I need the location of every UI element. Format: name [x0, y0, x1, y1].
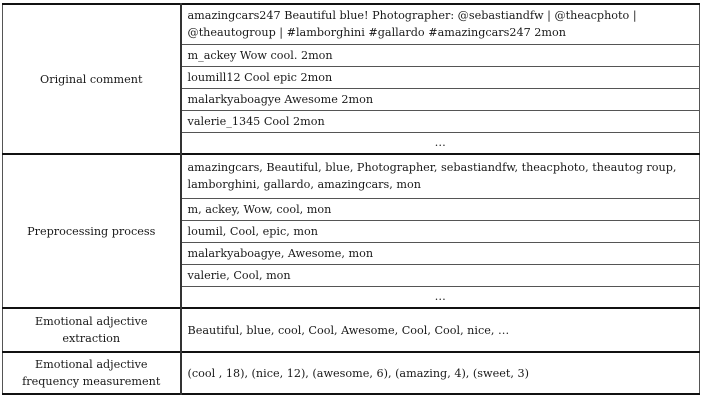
preprocessing-cell: valerie, Cool, mon — [181, 264, 700, 286]
original-comment-cell: m_ackey Wow cool. 2mon — [181, 44, 700, 66]
original-comment-cell: valerie_1345 Cool 2mon — [181, 110, 700, 132]
preprocessing-ellipsis: … — [181, 286, 700, 308]
table-row — [3, 352, 700, 394]
original-comment-cell: loumill12 Cool epic 2mon — [181, 66, 700, 88]
original-comment-cell: malarkyaboagye Awesome 2mon — [181, 88, 700, 110]
extraction-label: Emotional adjective extraction — [3, 308, 181, 352]
frequency-label: Emotional adjective frequency measurement — [3, 352, 181, 394]
extraction-value: Beautiful, blue, cool, Cool, Awesome, Cool, Cool, nice, … — [181, 308, 700, 352]
preprocessing-label: Preprocessing process — [3, 154, 181, 308]
table-row — [3, 4, 700, 44]
preprocessing-cell: loumil, Cool, epic, mon — [181, 220, 700, 242]
frequency-value: (cool , 18), (nice, 12), (awesome, 6), (amazing, 4), (sweet, 3) — [181, 352, 700, 394]
process-table — [2, 3, 700, 395]
table-row — [3, 308, 700, 352]
preprocessing-cell: m, ackey, Wow, cool, mon — [181, 198, 700, 220]
preprocessing-cell: malarkyaboagye, Awesome, mon — [181, 242, 700, 264]
original-comment-label: Original comment — [3, 4, 181, 154]
preprocessing-cell: amazingcars, Beautiful, blue, Photographer, sebastiandfw, theacphoto, theautog roup, lamborghini, gallardo, amazingcars, mon — [181, 154, 700, 198]
original-comment-ellipsis: … — [181, 132, 700, 154]
table-row — [3, 154, 700, 198]
original-comment-cell: amazingcars247 Beautiful blue! Photographer: @sebastiandfw | @theacphoto | @theautogroup | #lamborghini #gallardo #amazingcars247 2mon — [181, 4, 700, 44]
